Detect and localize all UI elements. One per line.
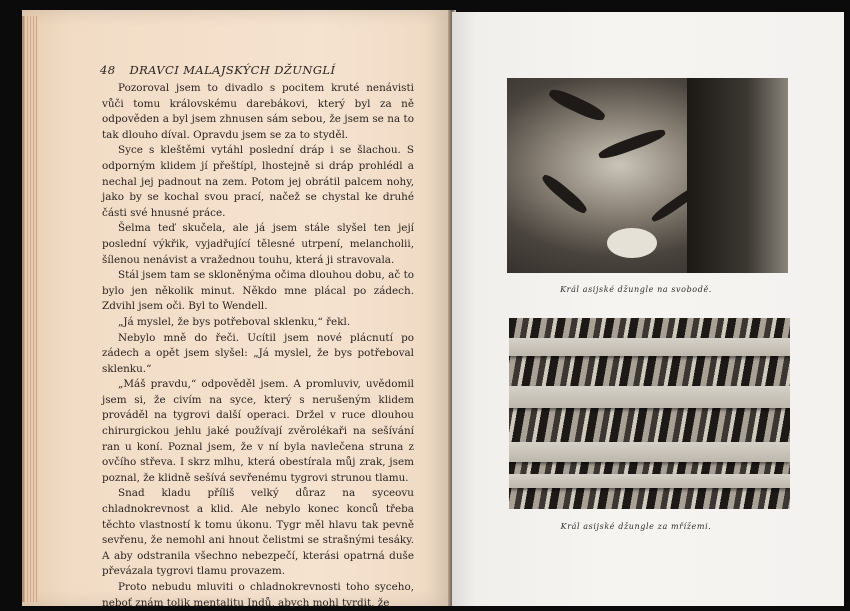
page-stack-edge — [22, 16, 38, 602]
caged-tiger-photo — [509, 318, 790, 509]
paragraph: Snad kladu příliš velký důraz na syceovu chladnokrevnost a klid. Ale nebylo konec konců třeba těchto vlastností k tomu úkonu. Tygr měl hlavu tak pevně sevřenu, že nemohl ani hnout čelistmi se strašnými tesáky. A aby odstranila všechno nebezpečí, kterási opatrná duše převázala tygrovi tlamu provazem. — [102, 487, 414, 578]
running-head-title: DRAVCI MALAJSKÝCH DŽUNGLÍ — [129, 63, 336, 77]
left-page — [22, 10, 450, 609]
paragraph: Syce s kleštěmi vytáhl poslední dráp i se šlachou. S odporným klidem jí přeštípl, lhostejně si dráp prohlédl a nechal jej padnout na zem. Potom jej obrátil palcem nohy, jako by se kochal svou prací, načež se chystal ke druhé části své hnusné práce. — [102, 144, 414, 219]
paragraph: Stál jsem tam se skloněnýma očima dlouhou dobu, ač to bylo jen několik minut. Někdo mne plácal po zádech. Zdvihl jsem oči. Byl to Wendell. — [102, 269, 414, 313]
body-text — [102, 81, 414, 611]
paragraph: Nebylo mně do řeči. Ucítil jsem nové plácnutí po zádech a opět jsem slyšel: „Já myslel, že bys potřeboval sklenku.“ — [102, 331, 414, 375]
paragraph: Proto nebudu mluviti o chladnokrevnosti toho syceho, neboť znám tolik mentalitu Indů, abych mohl tvrdit, že — [102, 581, 414, 609]
photo-caption: Král asijské džungle za mřížemi. — [560, 522, 712, 531]
photo-caption: Král asijské džungle na svobodě. — [560, 285, 712, 294]
paragraph: „Máš pravdu,“ odpověděl jsem. A promluviv, uvědomil jsem si, že civím na syce, který s nerušeným klidem prováděl na tygrovi další operaci. Držel v ruce dlouhou chirurgickou jehlu jaké používají zvěrolékaři na sešívání ran u koní. Poznal jsem, že v ní byla navlečena struna z ovčího střeva. I skrz mlhu, která obestírala můj zrak, jsem poznal, že klidně sešívá sevřenému tygrovi strunou tlamu. — [102, 378, 414, 484]
paragraph: „Já myslel, že bys potřeboval sklenku,“ řekl. — [118, 315, 351, 328]
tiger-photo — [507, 78, 788, 273]
paragraph: Šelma teď skučela, ale já jsem stále slyšel ten její poslední výkřik, vyjadřující tělesné utrpení, melancholii, šílenou nenávist a vražednou touhu, která ji stravovala. — [102, 222, 414, 266]
paragraph: Pozoroval jsem to divadlo s pocitem kruté nenávisti vůči tomu královskému darebákovi, který byl za ně odpověden a byl jsem zhnusen sám sebou, že jsem se na to tak dlouho díval. Opravdu jsem se za to styděl. — [102, 82, 414, 141]
page-number: 48 — [100, 63, 116, 77]
running-head — [100, 63, 430, 77]
